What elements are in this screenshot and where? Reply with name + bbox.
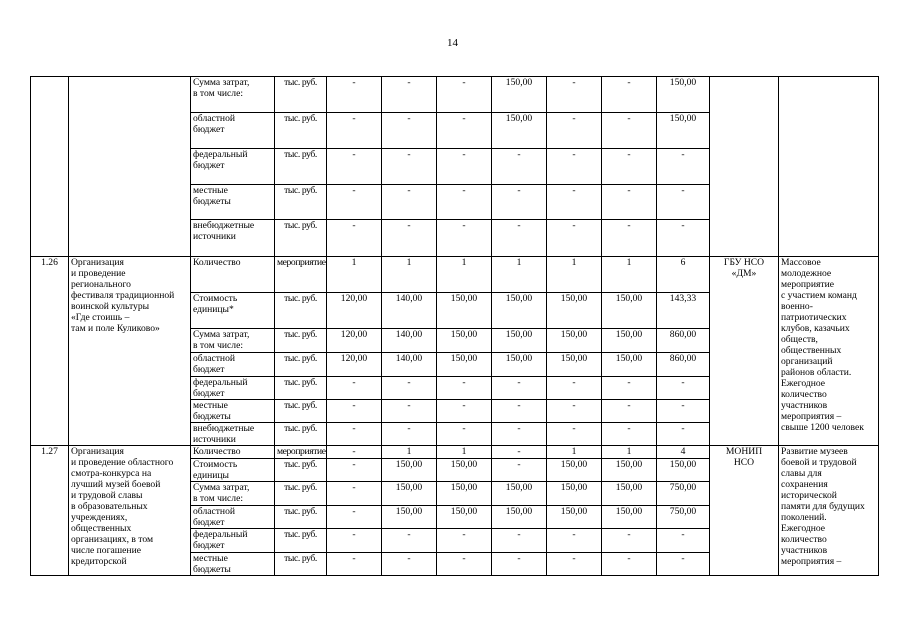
value-cell: 150,00 [437, 353, 492, 377]
value-cell: - [437, 220, 492, 257]
value-cell: 150,00 [492, 353, 547, 377]
value-cell: - [437, 185, 492, 220]
value-cell: 150,00 [602, 293, 657, 329]
value-cell: 150,00 [382, 506, 437, 529]
value-cell: - [547, 529, 602, 553]
indicator-cell: федеральный бюджет [191, 149, 275, 185]
item-name [69, 77, 191, 257]
value-cell: - [492, 529, 547, 553]
indicator-cell: Сумма затрат, в том числе: [191, 482, 275, 506]
value-cell: - [492, 149, 547, 185]
value-cell: 150,00 [602, 329, 657, 353]
value-cell: - [492, 459, 547, 482]
unit-cell: тыс. руб. [275, 113, 327, 149]
value-cell: - [547, 149, 602, 185]
value-cell: 1 [547, 257, 602, 293]
indicator-cell: местные бюджеты [191, 553, 275, 576]
value-cell: - [657, 400, 710, 423]
value-cell: - [327, 400, 382, 423]
value-cell: - [327, 529, 382, 553]
item-name: Организация и проведение областного смотра-конкурса на лучший музей боевой и трудовой славы в образовательных учреждениях, общественных организациях, в том числе погашение кредиторской [69, 446, 191, 576]
value-cell: - [382, 113, 437, 149]
value-cell: 140,00 [382, 329, 437, 353]
indicator-cell: местные бюджеты [191, 400, 275, 423]
value-cell: - [437, 529, 492, 553]
unit-cell: тыс. руб. [275, 400, 327, 423]
value-cell: - [547, 553, 602, 576]
value-cell: - [382, 423, 437, 446]
value-cell: 150,00 [547, 293, 602, 329]
indicator-cell: Сумма затрат, в том числе: [191, 329, 275, 353]
unit-cell: тыс. руб. [275, 329, 327, 353]
value-cell: - [657, 149, 710, 185]
indicator-cell: областной бюджет [191, 113, 275, 149]
value-cell: - [327, 113, 382, 149]
value-cell: - [327, 482, 382, 506]
value-cell: 1 [382, 257, 437, 293]
value-cell: 150,00 [547, 329, 602, 353]
value-cell: - [492, 220, 547, 257]
indicator-cell: Количество [191, 446, 275, 459]
value-cell: - [437, 377, 492, 400]
table-row [31, 257, 879, 293]
value-cell: 750,00 [657, 506, 710, 529]
value-cell: 150,00 [547, 506, 602, 529]
value-cell: - [657, 529, 710, 553]
unit-cell: мероприятие [275, 257, 327, 293]
indicator-cell: федеральный бюджет [191, 377, 275, 400]
value-cell: - [437, 553, 492, 576]
result-cell: Массовое молодежное мероприятие с участием команд военно- патриотических клубов, казачьих обществ, общественных организаций районов области. Ежегодное количество участников мероприятия – свыше 1200 человек [779, 257, 879, 446]
indicator-cell: внебюджетные источники [191, 220, 275, 257]
value-cell: 750,00 [657, 482, 710, 506]
value-cell: 150,00 [547, 353, 602, 377]
unit-cell: тыс. руб. [275, 506, 327, 529]
value-cell: - [602, 220, 657, 257]
executor-cell [710, 77, 779, 257]
value-cell: - [382, 185, 437, 220]
table-row [31, 77, 879, 113]
executor-cell: ГБУ НСО «ДМ» [710, 257, 779, 446]
value-cell: - [437, 400, 492, 423]
indicator-cell: федеральный бюджет [191, 529, 275, 553]
value-cell: 120,00 [327, 353, 382, 377]
item-name: Организация и проведение регионального фестиваля традиционной воинской культуры «Где стоишь – там и поле Куликово» [69, 257, 191, 446]
value-cell: - [492, 400, 547, 423]
unit-cell: тыс. руб. [275, 529, 327, 553]
unit-cell: тыс. руб. [275, 353, 327, 377]
value-cell: - [492, 185, 547, 220]
value-cell: 120,00 [327, 329, 382, 353]
indicator-cell: Количество [191, 257, 275, 293]
value-cell: - [492, 423, 547, 446]
value-cell: 150,00 [657, 113, 710, 149]
value-cell: 1 [492, 257, 547, 293]
value-cell: 150,00 [657, 459, 710, 482]
value-cell: - [437, 423, 492, 446]
value-cell: - [382, 149, 437, 185]
value-cell: 150,00 [492, 113, 547, 149]
value-cell: - [382, 77, 437, 113]
unit-cell: тыс. руб. [275, 459, 327, 482]
value-cell: 143,33 [657, 293, 710, 329]
value-cell: - [547, 400, 602, 423]
value-cell: 150,00 [382, 482, 437, 506]
result-cell [779, 77, 879, 257]
value-cell: - [602, 400, 657, 423]
value-cell: - [327, 149, 382, 185]
value-cell: 140,00 [382, 293, 437, 329]
value-cell: 150,00 [492, 329, 547, 353]
value-cell: 150,00 [492, 482, 547, 506]
value-cell: - [437, 149, 492, 185]
value-cell: 1 [382, 446, 437, 459]
value-cell: - [547, 113, 602, 149]
value-cell: 150,00 [492, 77, 547, 113]
unit-cell: тыс. руб. [275, 553, 327, 576]
table-row [31, 446, 879, 459]
value-cell: 1 [327, 257, 382, 293]
value-cell: 6 [657, 257, 710, 293]
value-cell: 150,00 [602, 506, 657, 529]
indicator-cell: областной бюджет [191, 506, 275, 529]
value-cell: - [602, 553, 657, 576]
value-cell: 150,00 [382, 459, 437, 482]
value-cell: 150,00 [547, 459, 602, 482]
value-cell: - [657, 423, 710, 446]
unit-cell: тыс. руб. [275, 77, 327, 113]
unit-cell: тыс. руб. [275, 293, 327, 329]
value-cell: 140,00 [382, 353, 437, 377]
value-cell: - [547, 377, 602, 400]
value-cell: - [602, 185, 657, 220]
value-cell: 150,00 [437, 329, 492, 353]
value-cell: 150,00 [492, 506, 547, 529]
value-cell: - [547, 77, 602, 113]
value-cell: - [382, 377, 437, 400]
indicator-cell: Стоимость единицы* [191, 293, 275, 329]
value-cell: 150,00 [492, 293, 547, 329]
value-cell: - [602, 149, 657, 185]
value-cell: 150,00 [602, 459, 657, 482]
value-cell: 4 [657, 446, 710, 459]
unit-cell: тыс. руб. [275, 377, 327, 400]
value-cell: 860,00 [657, 329, 710, 353]
indicator-cell: внебюджетные источники [191, 423, 275, 446]
value-cell: - [547, 423, 602, 446]
page-number: 14 [447, 37, 458, 49]
value-cell: - [437, 113, 492, 149]
item-number: 1.27 [31, 446, 69, 576]
unit-cell: тыс. руб. [275, 220, 327, 257]
value-cell: 150,00 [547, 482, 602, 506]
value-cell: - [657, 553, 710, 576]
value-cell: - [382, 529, 437, 553]
value-cell: - [437, 77, 492, 113]
value-cell: - [602, 113, 657, 149]
unit-cell: тыс. руб. [275, 149, 327, 185]
item-number: 1.26 [31, 257, 69, 446]
value-cell: - [602, 377, 657, 400]
program-table [30, 76, 879, 576]
value-cell: 150,00 [602, 482, 657, 506]
value-cell: 150,00 [602, 353, 657, 377]
value-cell: - [657, 377, 710, 400]
value-cell: 150,00 [437, 506, 492, 529]
value-cell: - [382, 553, 437, 576]
value-cell: - [492, 553, 547, 576]
value-cell: - [657, 185, 710, 220]
value-cell: 1 [602, 257, 657, 293]
value-cell: - [547, 185, 602, 220]
value-cell: - [382, 220, 437, 257]
value-cell: - [657, 220, 710, 257]
result-cell: Развитие музеев боевой и трудовой славы для сохранения исторической памяти для будущих поколений. Ежегодное количество участников мероприятия – [779, 446, 879, 576]
value-cell: 1 [437, 446, 492, 459]
value-cell: - [327, 220, 382, 257]
unit-cell: тыс. руб. [275, 185, 327, 220]
value-cell: - [382, 400, 437, 423]
value-cell: 120,00 [327, 293, 382, 329]
value-cell: - [327, 553, 382, 576]
value-cell: - [327, 446, 382, 459]
value-cell: 150,00 [657, 77, 710, 113]
value-cell: - [602, 529, 657, 553]
item-number [31, 77, 69, 257]
value-cell: - [602, 423, 657, 446]
value-cell: 150,00 [437, 459, 492, 482]
value-cell: - [602, 77, 657, 113]
value-cell: 1 [437, 257, 492, 293]
value-cell: - [492, 446, 547, 459]
value-cell: - [327, 506, 382, 529]
unit-cell: тыс. руб. [275, 423, 327, 446]
indicator-cell: местные бюджеты [191, 185, 275, 220]
value-cell: 860,00 [657, 353, 710, 377]
value-cell: - [327, 459, 382, 482]
indicator-cell: Стоимость единицы [191, 459, 275, 482]
unit-cell: мероприятие [275, 446, 327, 459]
value-cell: 1 [602, 446, 657, 459]
unit-cell: тыс. руб. [275, 482, 327, 506]
value-cell: - [327, 377, 382, 400]
value-cell: - [327, 185, 382, 220]
value-cell: 1 [547, 446, 602, 459]
value-cell: - [547, 220, 602, 257]
value-cell: - [327, 77, 382, 113]
indicator-cell: Сумма затрат, в том числе: [191, 77, 275, 113]
value-cell: 150,00 [437, 293, 492, 329]
value-cell: - [327, 423, 382, 446]
executor-cell: МОНИП НСО [710, 446, 779, 576]
value-cell: - [492, 377, 547, 400]
value-cell: 150,00 [437, 482, 492, 506]
indicator-cell: областной бюджет [191, 353, 275, 377]
